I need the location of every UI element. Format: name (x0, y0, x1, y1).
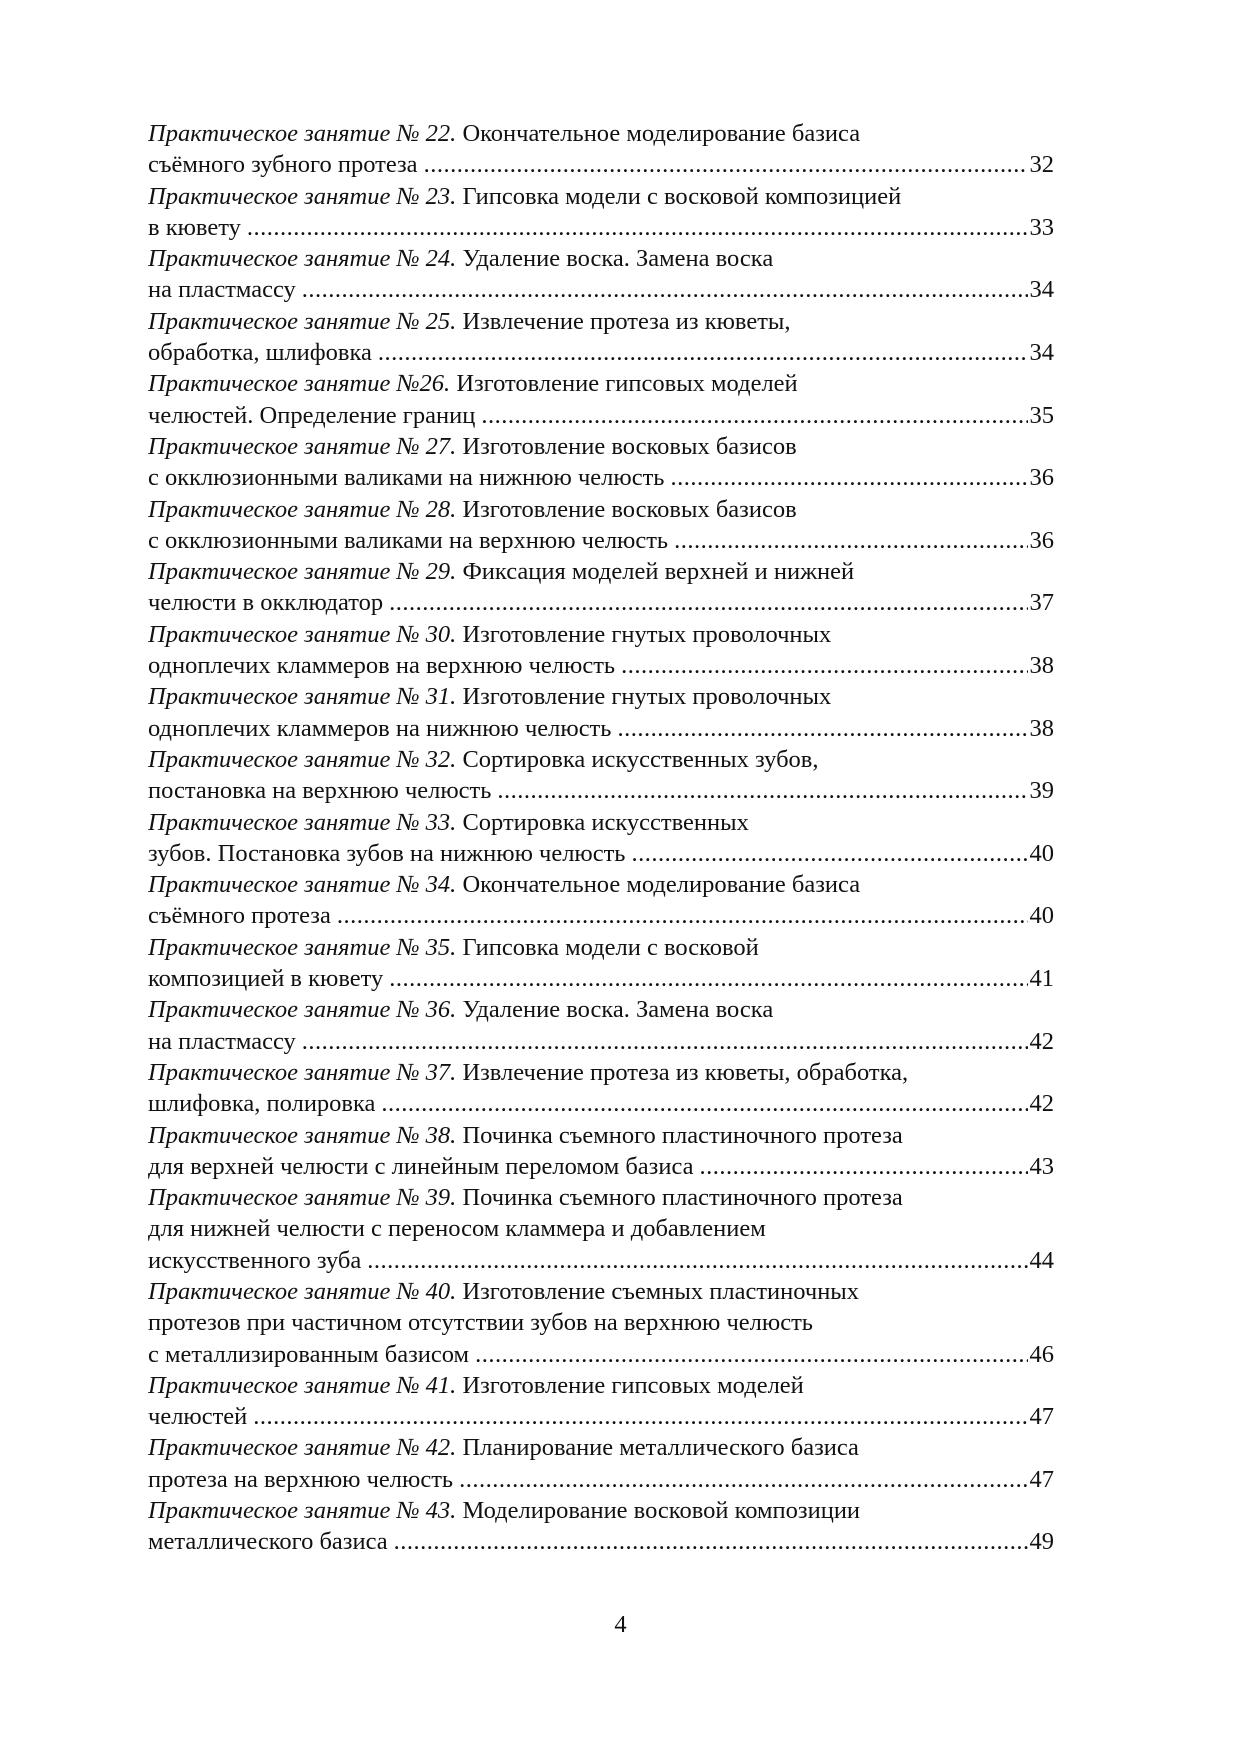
dot-leader (302, 1026, 1028, 1057)
toc-entry[interactable] (148, 494, 1054, 557)
toc-entry-line (148, 1339, 1054, 1370)
dot-leader (381, 1088, 1027, 1119)
table-of-contents (148, 118, 1054, 1558)
toc-entry-page: 33 (1029, 213, 1054, 241)
toc-entry-title: челюстей (148, 1403, 248, 1431)
toc-entry-title: Планирование металлического базиса (462, 1434, 859, 1462)
toc-entry-title: обработка, шлифовка (148, 339, 372, 367)
toc-entry-title: съёмного протеза (148, 902, 331, 930)
toc-entry-title: Изготовление гнутых проволочных (462, 620, 832, 648)
dot-leader (621, 650, 1027, 681)
toc-entry[interactable] (148, 1182, 1054, 1276)
page-number: 4 (614, 1611, 627, 1638)
toc-entry-title: с окклюзионными валиками на верхнюю челюсть (148, 526, 669, 554)
dot-leader (367, 1245, 1027, 1276)
toc-entry-line (148, 681, 1054, 712)
toc-entry-lead: Практическое занятие № 24. (148, 245, 457, 273)
toc-entry-text (148, 1401, 247, 1432)
toc-entry[interactable] (148, 1495, 1054, 1558)
toc-entry-lead: Практическое занятие № 42. (148, 1434, 457, 1462)
toc-entry-title: протезов при частичном отсутствии зубов на верхнюю челюсть (148, 1309, 813, 1337)
toc-entry-line (148, 775, 1054, 806)
toc-entry[interactable] (148, 681, 1054, 744)
dot-leader (459, 1464, 1027, 1495)
toc-entry[interactable] (148, 1057, 1054, 1120)
toc-entry-line (148, 1432, 1054, 1463)
toc-entry-title: Починка съемного пластиночного протеза (462, 1184, 903, 1212)
toc-entry-text (148, 1245, 361, 1276)
toc-entry-line (148, 212, 1054, 243)
toc-entry-line (148, 1245, 1054, 1276)
toc-entry-line (148, 1526, 1054, 1557)
toc-entry-line (148, 619, 1054, 650)
toc-entry-title: Изготовление гипсовых моделей (456, 370, 798, 398)
toc-entry[interactable] (148, 1432, 1054, 1495)
toc-entry-line (148, 932, 1054, 963)
toc-entry-line (148, 807, 1054, 838)
toc-entry-lead: Практическое занятие № 37. (148, 1058, 457, 1086)
toc-entry-text (148, 713, 611, 744)
toc-entry-text (148, 274, 296, 305)
toc-entry-text (148, 650, 615, 681)
toc-entry-lead: Практическое занятие № 30. (148, 620, 457, 648)
toc-entry-page: 47 (1029, 1403, 1054, 1431)
dot-leader (337, 900, 1028, 931)
toc-entry-line (148, 494, 1054, 525)
dot-leader (424, 149, 1028, 180)
toc-entry-page: 49 (1029, 1528, 1054, 1556)
toc-entry-title: Моделирование восковой композиции (462, 1497, 861, 1525)
toc-entry-text (148, 775, 491, 806)
toc-entry-text (148, 525, 668, 556)
toc-entry[interactable] (148, 1276, 1054, 1370)
dot-leader (497, 775, 1027, 806)
toc-entry-title: Изготовление съемных пластиночных (462, 1277, 860, 1305)
toc-entry-title: постановка на верхнюю челюсть (148, 777, 492, 805)
toc-entry-title: на пластмассу (148, 1027, 296, 1055)
toc-entry-line (148, 1370, 1054, 1401)
toc-entry-page: 42 (1029, 1090, 1054, 1118)
toc-entry-line (148, 1495, 1054, 1526)
toc-entry-title: в кювету (148, 213, 241, 241)
toc-entry-text (148, 1339, 469, 1370)
toc-entry[interactable] (148, 181, 1054, 244)
dot-leader (302, 274, 1028, 305)
toc-entry-title: Удаление воска. Замена воска (462, 245, 774, 273)
dot-leader (389, 963, 1027, 994)
toc-entry-title: Изготовление восковых базисов (462, 495, 797, 523)
toc-entry-title: Удаление воска. Замена воска (462, 996, 774, 1024)
toc-entry-lead: Практическое занятие № 33. (148, 808, 457, 836)
toc-entry-text (148, 1026, 296, 1057)
toc-entry-line (148, 1401, 1054, 1432)
toc-entry[interactable] (148, 807, 1054, 870)
toc-entry-title: для нижней челюсти с переносом кламмера и добавлением (148, 1215, 766, 1243)
toc-entry-text (148, 587, 383, 618)
toc-entry-line (148, 744, 1054, 775)
toc-entry-title: металлического базиса (148, 1528, 388, 1556)
toc-entry-lead: Практическое занятие № 23. (148, 182, 457, 210)
toc-entry-title: Гипсовка модели с восковой композицией (462, 182, 902, 210)
toc-entry-line (148, 587, 1054, 618)
toc-entry-title: Изготовление восковых базисов (462, 432, 797, 460)
toc-entry-text (148, 212, 241, 243)
toc-entry-page: 44 (1029, 1246, 1054, 1274)
toc-entry-text (148, 149, 418, 180)
toc-entry-page: 40 (1029, 902, 1054, 930)
toc-entry-text (148, 400, 475, 431)
toc-entry-line (148, 1057, 1054, 1088)
toc-entry-line (148, 274, 1054, 305)
toc-entry-lead: Практическое занятие № 27. (148, 432, 457, 460)
toc-entry-title: Сортировка искусственных зубов, (462, 745, 819, 773)
toc-entry-page: 36 (1029, 464, 1054, 492)
toc-entry-line (148, 525, 1054, 556)
toc-entry-line (148, 1464, 1054, 1495)
toc-entry-page: 38 (1029, 652, 1054, 680)
toc-entry-page: 39 (1029, 777, 1054, 805)
toc-entry[interactable] (148, 431, 1054, 494)
toc-entry-title: Починка съемного пластиночного протеза (462, 1121, 903, 1149)
toc-entry-page: 47 (1029, 1465, 1054, 1493)
toc-entry-page: 36 (1029, 526, 1054, 554)
toc-entry-title: с металлизированным базисом (148, 1340, 470, 1368)
toc-entry-line (148, 1026, 1054, 1057)
toc-entry[interactable] (148, 1120, 1054, 1183)
toc-entry-lead: Практическое занятие № 39. (148, 1184, 457, 1212)
toc-entry[interactable] (148, 869, 1054, 932)
toc-entry[interactable] (148, 306, 1054, 369)
toc-entry-title: челюстей. Определение границ (148, 401, 476, 429)
toc-entry-line (148, 462, 1054, 493)
toc-entry-lead: Практическое занятие № 38. (148, 1121, 457, 1149)
toc-entry-lead: Практическое занятие № 22. (148, 120, 457, 147)
dot-leader (617, 713, 1027, 744)
toc-entry-text (148, 1464, 453, 1495)
dot-leader (700, 1151, 1028, 1182)
toc-entry-lead: Практическое занятие № 31. (148, 683, 457, 711)
toc-entry-lead: Практическое занятие № 28. (148, 495, 457, 523)
toc-entry-line (148, 869, 1054, 900)
toc-entry-line (148, 556, 1054, 587)
dot-leader (394, 1526, 1028, 1557)
toc-entry-line (148, 713, 1054, 744)
toc-entry-lead: Практическое занятие № 43. (148, 1497, 457, 1525)
toc-entry-page: 41 (1029, 965, 1054, 993)
toc-entry-text (148, 1526, 388, 1557)
toc-entry[interactable] (148, 368, 1054, 431)
toc-entry-page: 34 (1029, 276, 1054, 304)
toc-entry-lead: Практическое занятие № 32. (148, 745, 457, 773)
toc-entry-line (148, 900, 1054, 931)
toc-entry-line (148, 118, 1054, 149)
toc-entry-lead: Практическое занятие № 29. (148, 558, 457, 586)
toc-entry-title: на пластмассу (148, 276, 296, 304)
dot-leader (631, 838, 1027, 869)
toc-entry-title: съёмного зубного протеза (148, 151, 418, 179)
toc-entry-page: 32 (1029, 151, 1054, 179)
dot-leader (481, 400, 1027, 431)
dot-leader (247, 212, 1028, 243)
toc-entry-line (148, 431, 1054, 462)
dot-leader (389, 587, 1027, 618)
toc-entry-line (148, 1120, 1054, 1151)
toc-entry-title: Изготовление гипсовых моделей (462, 1371, 804, 1399)
toc-entry-line (148, 994, 1054, 1025)
toc-entry-line (148, 1151, 1054, 1182)
toc-entry[interactable] (148, 118, 1054, 181)
toc-entry[interactable] (148, 243, 1054, 306)
toc-entry-line (148, 1182, 1054, 1213)
toc-entry-lead: Практическое занятие № 25. (148, 307, 457, 335)
toc-entry-page: 43 (1029, 1152, 1054, 1180)
toc-entry-line (148, 400, 1054, 431)
toc-entry-lead: Практическое занятие № 35. (148, 933, 457, 961)
toc-entry-lead: Практическое занятие №26. (148, 370, 451, 398)
toc-entry-title: одноплечих кламмеров на верхнюю челюсть (148, 652, 616, 680)
toc-entry-text (148, 1088, 375, 1119)
toc-entry-text (148, 838, 625, 869)
toc-entry-line (148, 1276, 1054, 1307)
toc-entry-title: Окончательное моделирование базиса (462, 120, 861, 147)
toc-entry-page: 46 (1029, 1340, 1054, 1368)
toc-entry-line (148, 1307, 1054, 1338)
toc-entry-title: шлифовка, полировка (148, 1090, 376, 1118)
toc-entry-line (148, 963, 1054, 994)
toc-entry-text (148, 337, 372, 368)
toc-entry-title: Изготовление гнутых проволочных (462, 683, 832, 711)
toc-entry-lead: Практическое занятие № 41. (148, 1371, 457, 1399)
toc-entry-line (148, 337, 1054, 368)
toc-entry[interactable] (148, 744, 1054, 807)
toc-entry-text (148, 1151, 694, 1182)
toc-entry[interactable] (148, 932, 1054, 995)
toc-entry[interactable] (148, 994, 1054, 1057)
toc-entry-title: челюсти в окклюдатор (148, 589, 384, 617)
toc-entry-page: 40 (1029, 839, 1054, 867)
toc-entry-title: Извлечение протеза из кюветы, обработка, (462, 1058, 909, 1086)
toc-entry-lead: Практическое занятие № 40. (148, 1277, 457, 1305)
toc-entry-line (148, 1088, 1054, 1119)
toc-entry-title: Извлечение протеза из кюветы, (462, 307, 791, 335)
toc-entry-line (148, 243, 1054, 274)
toc-entry-line (148, 368, 1054, 399)
dot-leader (670, 462, 1027, 493)
toc-entry-title: зубов. Постановка зубов на нижнюю челюсть (148, 839, 626, 867)
toc-entry-lead: Практическое занятие № 36. (148, 996, 457, 1024)
toc-entry-title: с окклюзионными валиками на нижнюю челюсть (148, 464, 665, 492)
toc-entry-page: 35 (1029, 401, 1054, 429)
toc-entry-title: Фиксация моделей верхней и нижней (462, 558, 855, 586)
toc-entry-title: искусственного зуба (148, 1246, 362, 1274)
toc-entry[interactable] (148, 556, 1054, 619)
toc-entry-title: для верхней челюсти с линейным переломом базиса (148, 1152, 694, 1180)
toc-entry-title: Гипсовка модели с восковой (462, 933, 759, 961)
toc-entry-line (148, 149, 1054, 180)
toc-entry-line (148, 1213, 1054, 1244)
toc-entry-lead: Практическое занятие № 34. (148, 871, 457, 899)
toc-entry-line (148, 650, 1054, 681)
dot-leader (253, 1401, 1027, 1432)
toc-entry-text (148, 900, 331, 931)
toc-entry-title: одноплечих кламмеров на нижнюю челюсть (148, 714, 612, 742)
toc-entry-line (148, 838, 1054, 869)
toc-entry-line (148, 306, 1054, 337)
toc-entry-page: 42 (1029, 1027, 1054, 1055)
toc-entry[interactable] (148, 619, 1054, 682)
toc-entry-title: Сортировка искусственных (462, 808, 749, 836)
toc-entry-title: композицией в кювету (148, 965, 384, 993)
dot-leader (378, 337, 1028, 368)
toc-entry[interactable] (148, 1370, 1054, 1433)
toc-entry-title: Окончательное моделирование базиса (462, 871, 861, 899)
toc-entry-page: 38 (1029, 714, 1054, 742)
toc-entry-page: 34 (1029, 339, 1054, 367)
toc-entry-page: 37 (1029, 589, 1054, 617)
dot-leader (674, 525, 1027, 556)
toc-entry-text (148, 462, 664, 493)
toc-entry-title: протеза на верхнюю челюсть (148, 1465, 454, 1493)
toc-entry-text (148, 963, 383, 994)
toc-entry-line (148, 181, 1054, 212)
dot-leader (475, 1339, 1027, 1370)
